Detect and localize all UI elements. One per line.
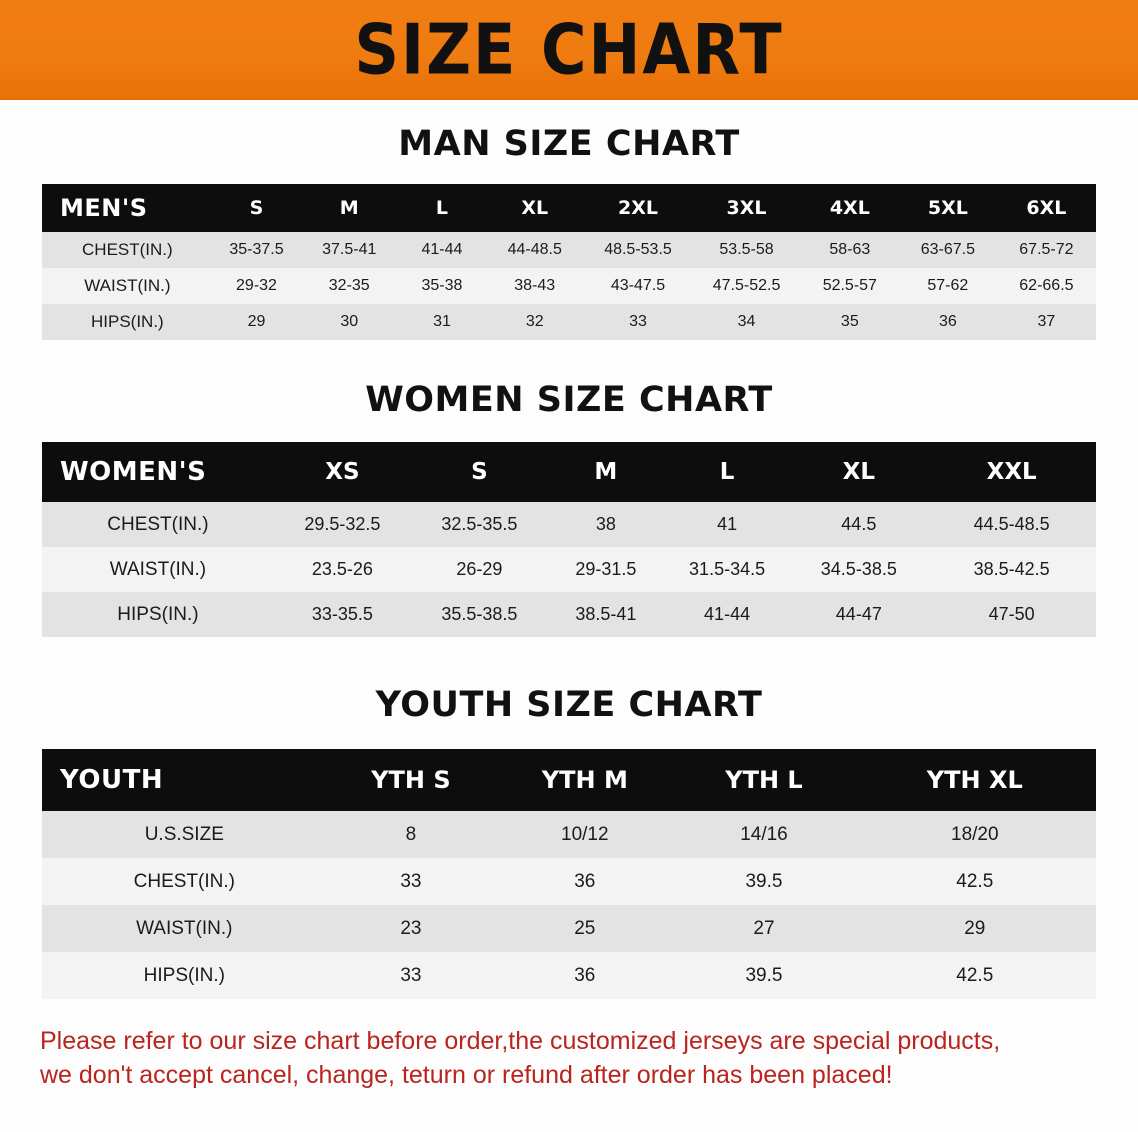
women-table-header-row [42, 442, 1096, 502]
youth-cell-1-1: 36 [574, 870, 596, 892]
man-cell-1-7: 57-62 [927, 277, 969, 294]
women-row-label-0: CHEST(IN.) [107, 513, 209, 535]
youth-header-cell-4: YTH XL [854, 749, 1096, 811]
man-cell-0-2: 41-44 [421, 241, 463, 258]
youth-table-header-row [42, 749, 1096, 811]
man-cell-2-7: 36 [938, 313, 957, 330]
man-header-cell-4: XL [486, 184, 584, 232]
man-cell-0-6: 58-63 [829, 241, 871, 258]
man-cell-0-3: 44-48.5 [507, 241, 562, 258]
women-header-cell-3: M [548, 442, 664, 502]
man-cell-2-3: 32 [525, 313, 544, 330]
women-header-cell-5: XL [790, 442, 927, 502]
youth-row-label-3: HIPS(IN.) [143, 964, 225, 986]
youth-size-table [42, 749, 1096, 999]
page-title: SIZE CHART [354, 8, 784, 91]
table-row [42, 858, 1096, 905]
youth-cell-0-3: 18/20 [951, 823, 999, 845]
youth-header-cell-1: YTH S [327, 749, 496, 811]
man-cell-0-7: 63-67.5 [920, 241, 975, 258]
man-cell-0-4: 48.5-53.5 [604, 241, 672, 258]
youth-cell-0-1: 10/12 [561, 823, 609, 845]
man-cell-2-8: 37 [1037, 313, 1056, 330]
women-header-cell-2: S [411, 442, 548, 502]
women-cell-2-4: 44-47 [835, 604, 882, 624]
man-cell-0-0: 35-37.5 [229, 241, 284, 258]
women-cell-1-3: 31.5-34.5 [689, 559, 766, 579]
man-cell-1-8: 62-66.5 [1019, 277, 1074, 294]
women-cell-1-2: 29-31.5 [575, 559, 637, 579]
women-cell-0-5: 44.5-48.5 [973, 514, 1050, 534]
women-cell-1-0: 23.5-26 [311, 559, 373, 579]
man-cell-1-2: 35-38 [421, 277, 463, 294]
man-cell-1-4: 43-47.5 [610, 277, 666, 294]
man-cell-0-1: 37.5-41 [322, 241, 377, 258]
women-row-label-1: WAIST(IN.) [109, 558, 207, 580]
table-row [42, 592, 1096, 637]
policy-note-line-2: we don't accept cancel, change, teturn or refund after order has been placed! [40, 1060, 893, 1089]
man-cell-1-5: 47.5-52.5 [712, 277, 781, 294]
man-cell-1-3: 38-43 [514, 277, 556, 294]
youth-cell-2-0: 23 [400, 917, 422, 939]
women-header-cell-4: L [664, 442, 790, 502]
table-row [42, 905, 1096, 952]
man-cell-1-1: 32-35 [328, 277, 370, 294]
man-cell-0-8: 67.5-72 [1019, 241, 1074, 258]
man-section-title: MAN SIZE CHART [398, 124, 740, 164]
youth-table-wrapper [42, 749, 1096, 999]
women-header-cell-0: WOMEN'S [42, 442, 274, 502]
youth-row-label-0: U.S.SIZE [144, 823, 224, 845]
man-table-header-row [42, 184, 1096, 232]
women-header-cell-1: XS [274, 442, 411, 502]
women-row-label-2: HIPS(IN.) [117, 603, 199, 625]
man-cell-2-2: 31 [433, 313, 451, 330]
man-cell-2-4: 33 [629, 313, 647, 330]
table-row [42, 811, 1096, 858]
table-row [42, 268, 1096, 304]
page-banner [0, 0, 1138, 100]
women-header-cell-6: XXL [927, 442, 1096, 502]
youth-cell-2-2: 27 [753, 917, 775, 939]
man-header-cell-5: 2XL [584, 184, 693, 232]
man-cell-2-5: 34 [737, 313, 756, 330]
women-cell-2-2: 38.5-41 [575, 604, 637, 624]
women-cell-2-3: 41-44 [704, 604, 751, 624]
youth-header-cell-2: YTH M [495, 749, 674, 811]
man-cell-2-0: 29 [247, 313, 266, 330]
youth-cell-3-3: 42.5 [956, 964, 994, 986]
women-cell-0-0: 29.5-32.5 [304, 514, 381, 534]
man-size-table [42, 184, 1096, 340]
women-cell-2-5: 47-50 [988, 604, 1035, 624]
youth-cell-1-3: 42.5 [956, 870, 994, 892]
women-cell-0-4: 44.5 [841, 514, 877, 534]
man-cell-1-0: 29-32 [236, 277, 277, 294]
youth-header-cell-0: YOUTH [42, 749, 327, 811]
table-row [42, 304, 1096, 340]
women-cell-0-3: 41 [717, 514, 738, 534]
man-cell-0-5: 53.5-58 [719, 241, 774, 258]
youth-cell-2-3: 29 [964, 917, 986, 939]
table-row [42, 547, 1096, 592]
youth-cell-2-1: 25 [574, 917, 596, 939]
policy-note [40, 1025, 1098, 1093]
women-cell-2-1: 35.5-38.5 [441, 604, 518, 624]
women-cell-2-0: 33-35.5 [311, 604, 373, 624]
policy-note-line-1: Please refer to our size chart before order,the customized jerseys are special products, [40, 1027, 1001, 1055]
table-row [42, 952, 1096, 999]
man-cell-2-1: 30 [340, 313, 359, 330]
women-cell-1-1: 26-29 [456, 559, 503, 579]
man-header-cell-8: 5XL [899, 184, 997, 232]
youth-section-title: YOUTH SIZE CHART [375, 685, 763, 725]
man-header-cell-0: MEN'S [42, 184, 213, 232]
table-row [42, 232, 1096, 268]
man-header-cell-2: M [300, 184, 398, 232]
man-header-cell-6: 3XL [692, 184, 801, 232]
youth-cell-3-1: 36 [574, 964, 596, 986]
women-cell-1-4: 34.5-38.5 [820, 559, 897, 579]
man-cell-1-6: 52.5-57 [822, 277, 877, 294]
women-section-title: WOMEN SIZE CHART [365, 380, 773, 420]
man-table-wrapper [42, 184, 1096, 340]
man-cell-2-6: 35 [840, 313, 859, 330]
youth-cell-0-0: 8 [405, 823, 417, 845]
youth-cell-3-2: 39.5 [745, 964, 783, 986]
man-row-label-0: CHEST(IN.) [82, 240, 173, 259]
youth-cell-1-2: 39.5 [745, 870, 783, 892]
women-cell-1-5: 38.5-42.5 [973, 559, 1050, 579]
man-header-cell-1: S [213, 184, 300, 232]
youth-row-label-1: CHEST(IN.) [133, 870, 235, 892]
youth-cell-1-0: 33 [400, 870, 422, 892]
women-cell-0-2: 38 [595, 514, 616, 534]
youth-row-label-2: WAIST(IN.) [136, 917, 233, 939]
table-row [42, 502, 1096, 547]
man-header-cell-7: 4XL [801, 184, 899, 232]
women-size-table [42, 442, 1096, 637]
youth-cell-3-0: 33 [400, 964, 422, 986]
man-row-label-2: HIPS(IN.) [91, 312, 164, 331]
women-table-wrapper [42, 442, 1096, 637]
women-cell-0-1: 32.5-35.5 [441, 514, 518, 534]
man-header-cell-9: 6XL [997, 184, 1096, 232]
man-row-label-1: WAIST(IN.) [84, 276, 171, 295]
man-header-cell-3: L [398, 184, 485, 232]
youth-cell-0-2: 14/16 [740, 823, 788, 845]
youth-header-cell-3: YTH L [674, 749, 853, 811]
